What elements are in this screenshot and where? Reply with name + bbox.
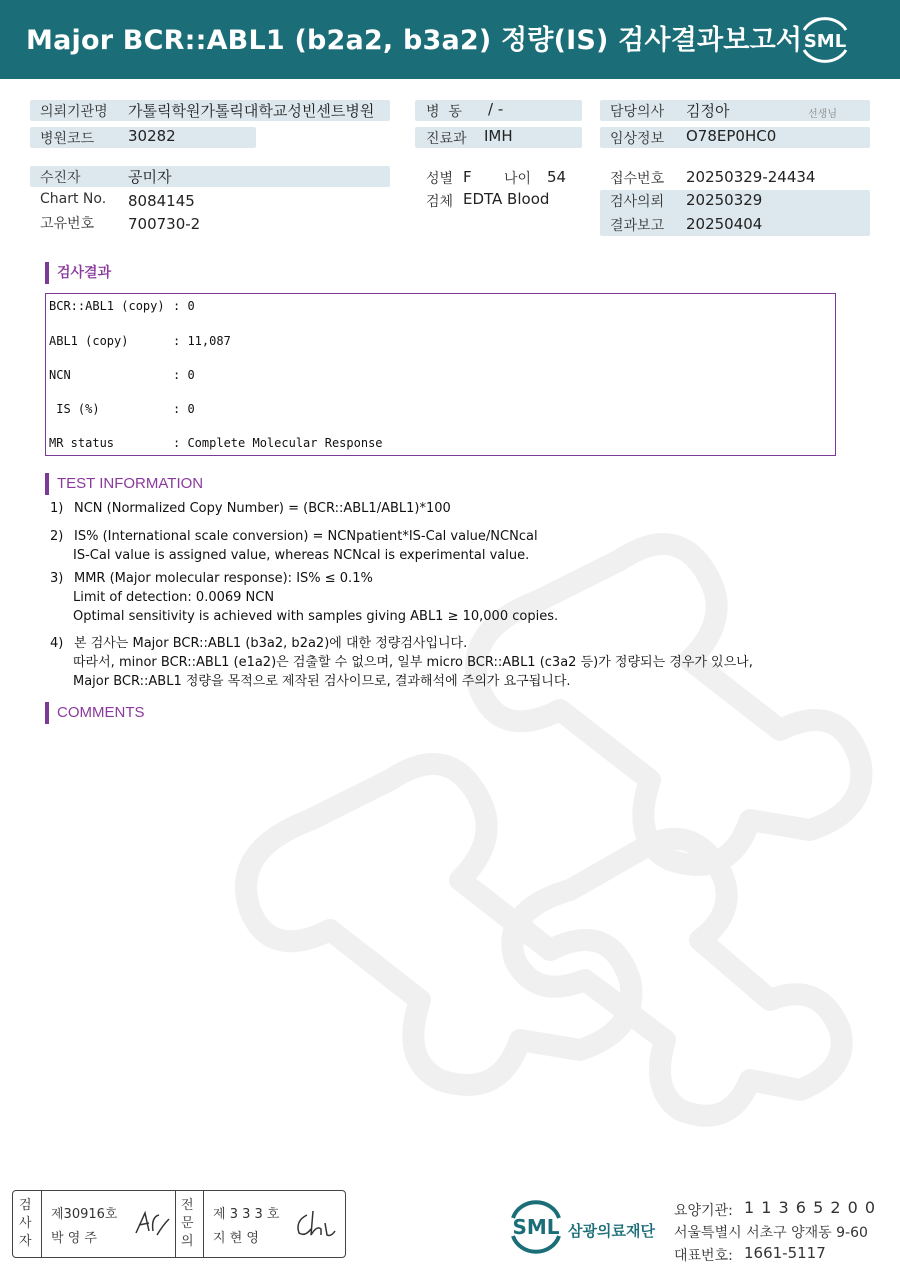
hospital-label: 의뢰기관명 <box>40 104 108 120</box>
address: 서울특별시 서초구 양재동 9-60 <box>674 1225 868 1241</box>
ward-label: 병 동 <box>426 104 462 120</box>
specialist-license: 제 3 3 3 호 <box>213 1207 280 1222</box>
report-title: Major BCR::ABL1 (b2a2, b3a2) 정량(IS) 검사결과보고서 <box>26 25 803 56</box>
receipt-label: 접수번호 <box>610 171 665 187</box>
hospital-value: 가톨릭학원가톨릭대학교성빈센트병원 <box>128 102 375 120</box>
tester-signature <box>133 1205 173 1241</box>
age-value: 54 <box>547 168 567 186</box>
result-row: NCN : 0 <box>49 368 195 382</box>
divider <box>203 1191 204 1257</box>
info-item-1: 1) NCN (Normalized Copy Number) = (BCR::ABL1/ABL1)*100 <box>50 501 451 516</box>
test-info-title: TEST INFORMATION <box>45 473 203 495</box>
specimen-value: EDTA Blood <box>463 190 550 208</box>
results-box <box>45 293 836 456</box>
report-header <box>0 0 900 79</box>
report-value: 20250404 <box>686 215 763 233</box>
sex-label: 성별 <box>426 171 454 187</box>
signature-box <box>12 1190 346 1258</box>
tester-name: 박 영 주 <box>51 1231 97 1246</box>
specialist-name: 지 현 영 <box>213 1231 259 1246</box>
patient-row-bg <box>30 166 390 187</box>
dept-value: IMH <box>484 127 513 145</box>
tester-license: 제30916호 <box>51 1207 118 1222</box>
divider <box>41 1191 42 1257</box>
info-item-4: 4) 본 검사는 Major BCR::ABL1 (b3a2, b2a2)에 대한 정량검사입니다. 따라서, minor BCR::ABL1 (e1a2)은 검출할 수 없으며, 일부 micro BCR::ABL1 (c3a2 등)가 정량되는 경우가 있으나, Major BCR::ABL1 정량을 목적으로 제작된 검사이므로, 결과해석에 주의가 요구됩니다. <box>50 636 753 689</box>
request-value: 20250329 <box>686 191 763 209</box>
specialist-signature <box>293 1207 337 1241</box>
request-label: 검사의뢰 <box>610 194 665 210</box>
institution-label: 요양기관: <box>674 1203 733 1219</box>
specimen-label: 검체 <box>426 194 454 210</box>
ward-value: / - <box>488 100 504 118</box>
sml-logo <box>796 12 854 66</box>
doctor-value: 김정아 <box>686 102 730 120</box>
info-item-3: 3) MMR (Major molecular response): IS% ≤ 0.1% Limit of detection: 0.0069 NCN Optimal sensitivity is achieved with samples giving ABL1 ≥ 10,000 copies. <box>50 571 559 624</box>
footer-sml-logo <box>507 1196 565 1258</box>
institution-code: 1 1 3 6 5 2 0 0 <box>744 1198 877 1217</box>
receipt-value: 20250329-24434 <box>686 168 816 186</box>
sex-value: F <box>463 168 472 186</box>
patient-value: 공미자 <box>128 168 172 186</box>
age-label: 나이 <box>504 171 532 187</box>
specialist-label: 전문의 <box>181 1198 194 1249</box>
doctor-suffix: 선생님 <box>808 109 837 120</box>
result-row: BCR::ABL1 (copy) : 0 <box>49 299 195 313</box>
result-row: IS (%) : 0 <box>49 402 195 416</box>
hospital-code-value: 30282 <box>128 127 176 145</box>
unique-label: 고유번호 <box>40 216 95 232</box>
info-item-2: 2) IS% (International scale conversion) = NCNpatient*IS-Cal value/NCNcal IS-Cal value is assigned value, whereas NCNcal is experimental value. <box>50 529 538 563</box>
dept-label: 진료과 <box>426 131 467 147</box>
phone-label: 대표번호: <box>674 1248 733 1264</box>
unique-value: 700730-2 <box>128 215 201 233</box>
svg-text:SML: SML <box>803 31 847 52</box>
chart-label: Chart No. <box>40 191 107 207</box>
phone-value: 1661-5117 <box>744 1244 826 1262</box>
results-section-title: 검사결과 <box>45 262 111 284</box>
doctor-label: 담당의사 <box>610 104 665 120</box>
svg-text:SML: SML <box>512 1215 560 1239</box>
clinical-value: O78EP0HC0 <box>686 127 777 145</box>
divider <box>175 1191 176 1257</box>
patient-label: 수진자 <box>40 170 81 186</box>
org-name: 삼광의료재단 <box>568 1222 655 1240</box>
result-row: ABL1 (copy) : 11,087 <box>49 334 231 348</box>
clinical-label: 임상정보 <box>610 131 665 147</box>
comments-title: COMMENTS <box>45 702 145 724</box>
result-row: MR status : Complete Molecular Response <box>49 436 383 450</box>
tester-label: 검사자 <box>19 1198 32 1249</box>
chart-value: 8084145 <box>128 192 195 210</box>
report-label: 결과보고 <box>610 218 665 234</box>
hospital-code-label: 병원코드 <box>40 131 95 147</box>
